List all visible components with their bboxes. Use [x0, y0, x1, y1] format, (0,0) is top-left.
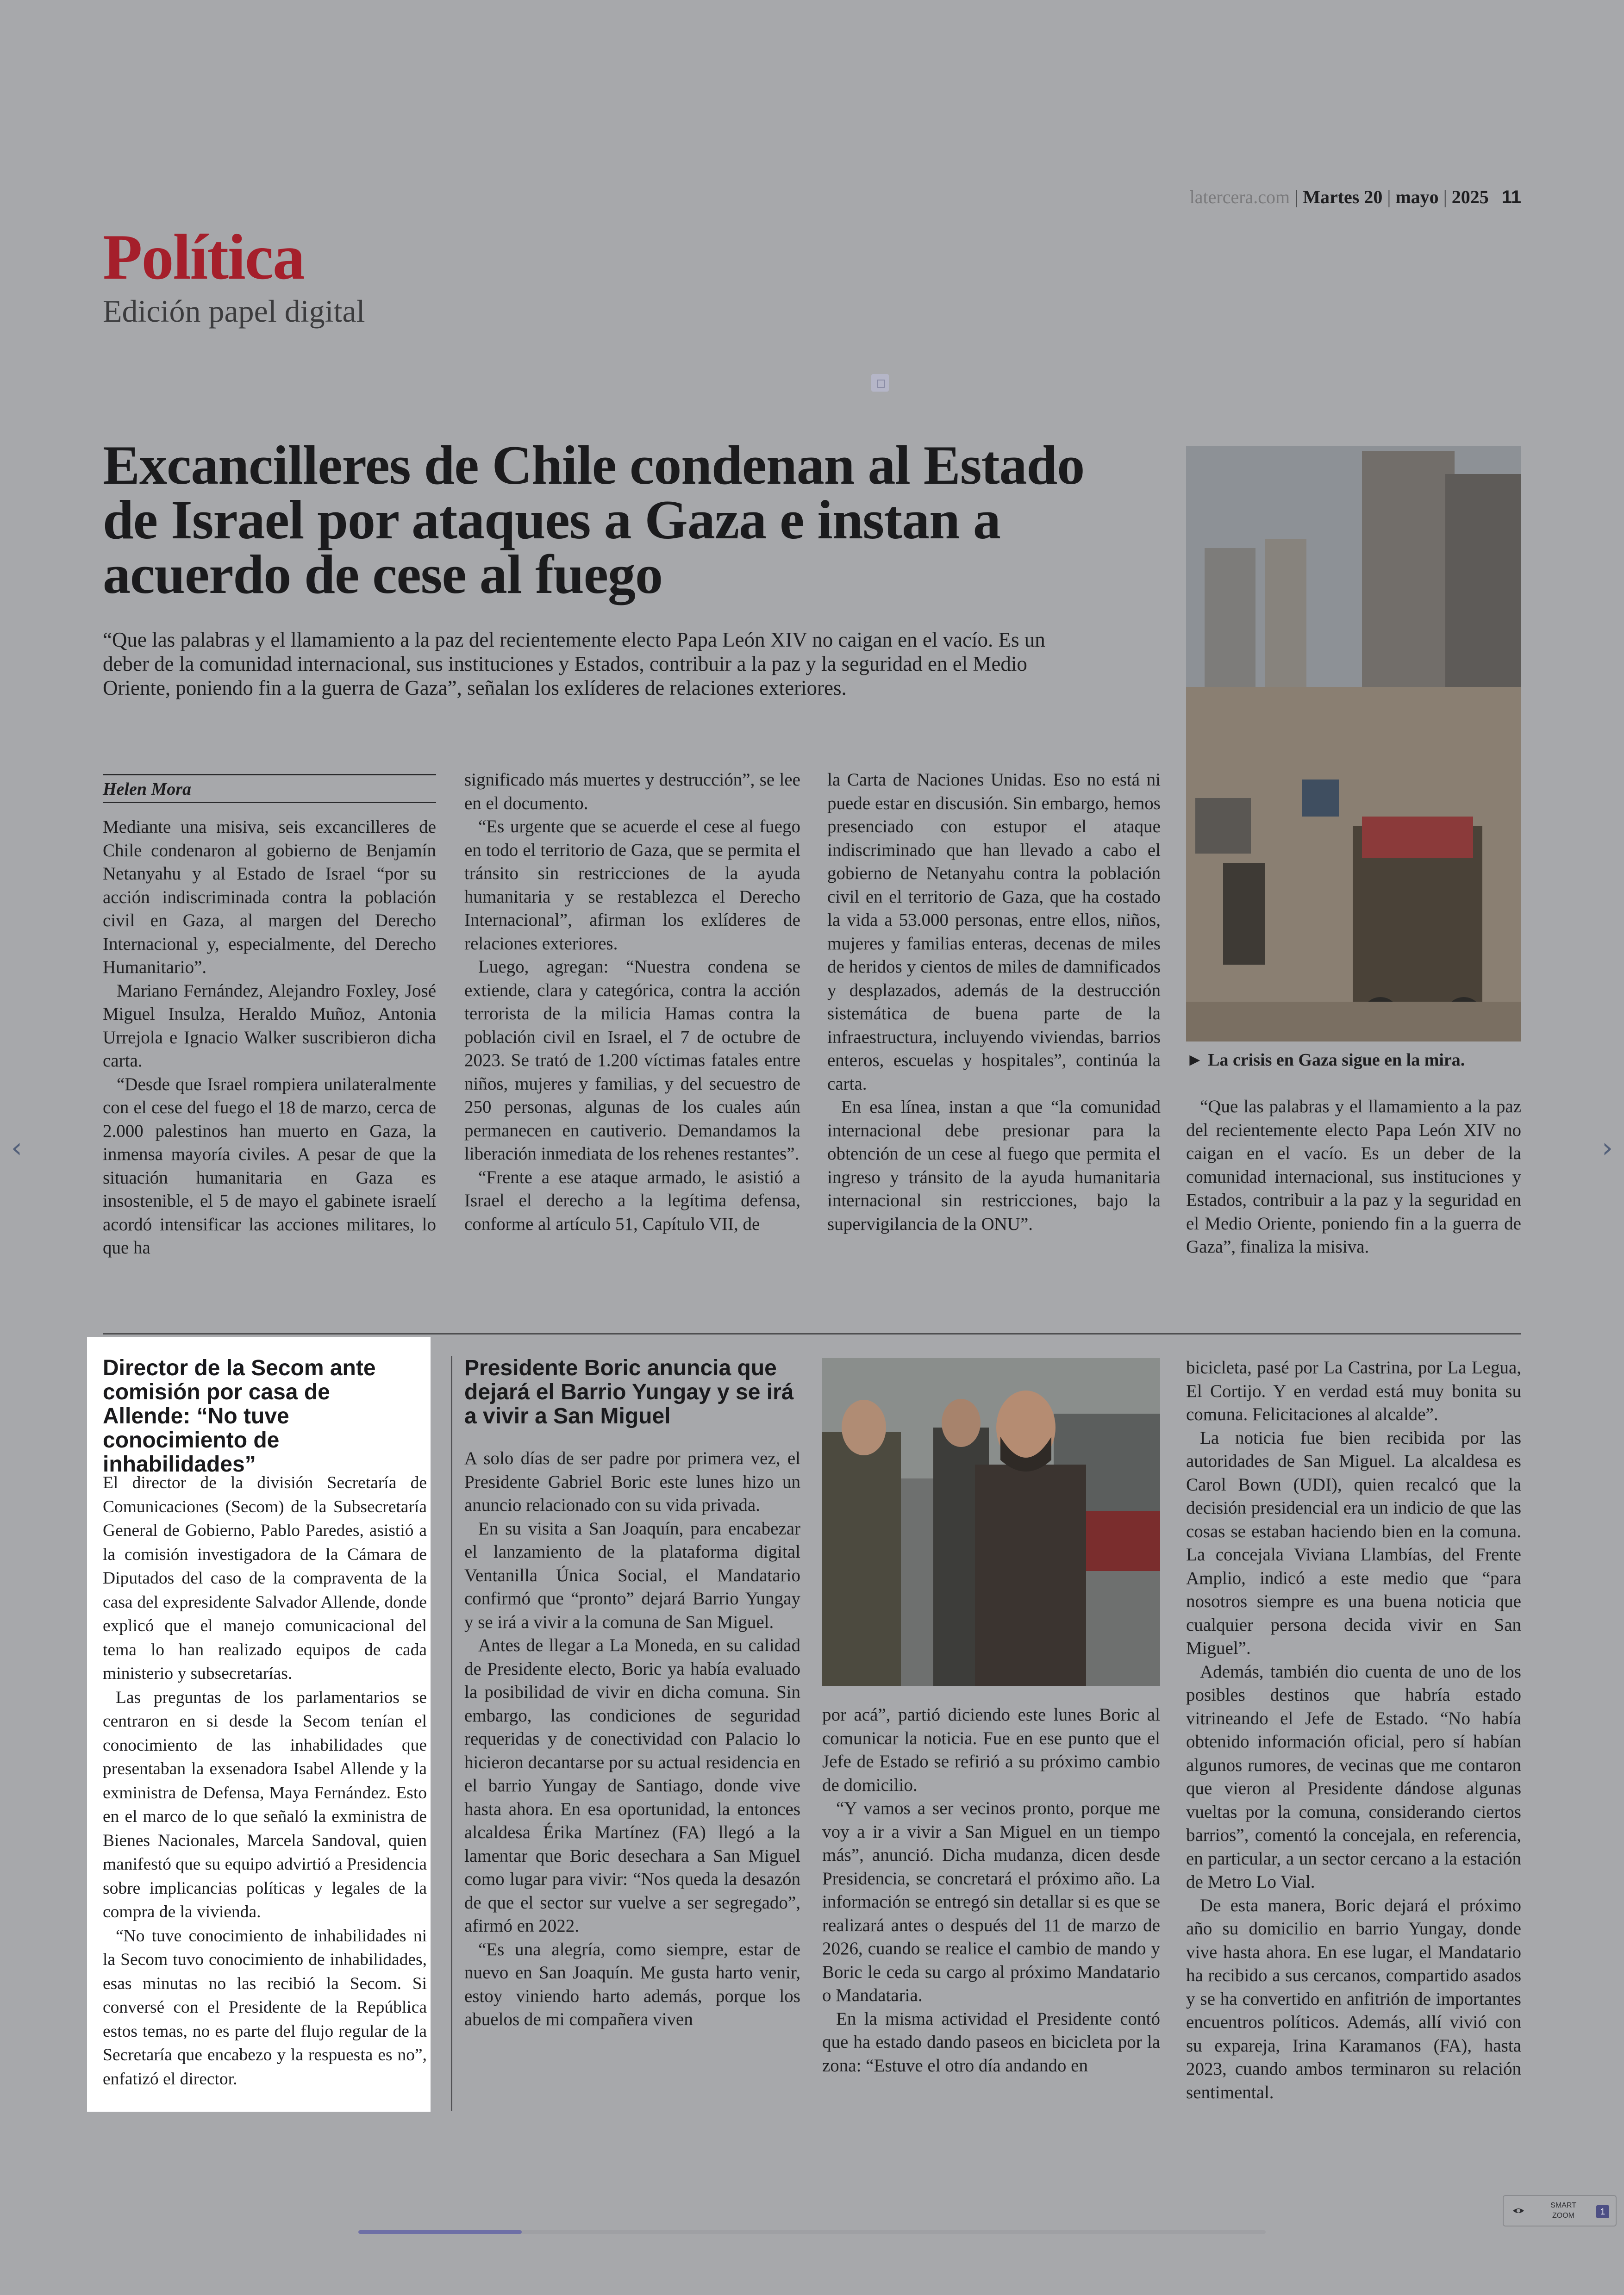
secom-headline: Director de la Secom ante comisión por casa de Allende: “No tuve conocimiento de inhabilidades”	[103, 1356, 376, 1477]
issue-year: 2025	[1451, 187, 1489, 207]
reading-progress-fill	[358, 2230, 522, 2234]
eye-icon	[1512, 2204, 1525, 2217]
issue-day: Martes 20	[1303, 187, 1383, 207]
page-number: 11	[1501, 187, 1521, 207]
paragraph: En su visita a San Joaquín, para encabezar el lanzamiento de la plataforma digital Ventanilla Única Social, el Mandatario confirmó que “pronto” dejará Barrio Yungay y se irá a vivir a la comuna de San Miguel.	[464, 1518, 800, 1632]
main-headline: Excancilleres de Chile condenan al Estado de Israel por ataques a Gaza e instan a acuerdo de cese al fuego	[103, 434, 1085, 605]
masthead-meta: latercera.com | Martes 20 | mayo | 2025 11	[1189, 187, 1521, 207]
paragraph: la Carta de Naciones Unidas. Eso no está ni puede estar en discusión. Sin embargo, hemos presenciado con estupor el ataque indiscriminado que han llevado a cabo el gobierno de Netanyahu contra la población civil en el territorio de Gaza, que ha costado la vida a 53.000 personas, entre ellos, niños, mujeres y familias enteras, decenas de miles de heridos y cientos de miles de damnificados y desplazados, además de la destrucción sistemática de buena parte de la infraestructura, incluyendo viviendas, barrios enteros, escuelas y hospitales”, continúa la carta.	[827, 770, 1161, 1094]
main-deck: “Que las palabras y el llamamiento a la paz del recientemente electo Papa León XIV no caigan en el vacío. Es un deber de la comunidad internacional, sus instituciones y Estados, contribuir a la paz y la seguridad en el Medio Oriente, poniendo fin a la guerra de Gaza”, señalan los exlíderes de relaciones exteriores.	[103, 628, 1045, 699]
zoom-level-badge: 1	[1596, 2205, 1609, 2218]
issue-month: mayo	[1395, 187, 1439, 207]
boric-photo	[822, 1358, 1160, 1686]
page-marker-icon[interactable]	[871, 374, 889, 392]
byline: Helen Mora	[103, 774, 436, 803]
paragraph: Las preguntas de los parlamentarios se centraron en si desde la Secom tenían el conocimiento de las inhabilidades que presentaban la exsenadora Isabel Allende y la exministra de Defensa, Maya Fernández. Esto en el marco de lo que señaló la exministra de Bienes Nacionales, Marcela Sandoval, quien manifestó que su equipo advirtió a Presidencia sobre implicancias políticas y legales de la compra de la vivienda.	[103, 1688, 427, 1921]
main-column-1	[103, 816, 436, 1260]
paragraph: Además, también dio cuenta de uno de los posibles destinos que habría estado vitrineando el Jefe de Estado. “No había obtenido información oficial, pero sí habían algunos rumores, de vecinas que me contaron que vieron al Presidente dándose algunas vueltas por la comuna, considerando ciertos barrios”, comentó la concejala, en referencia, en particular, a un sector cercano a la estación de Metro Lo Vial.	[1186, 1661, 1521, 1892]
boric-photo-illustration	[822, 1358, 1160, 1686]
smart-zoom-button[interactable]	[1503, 2195, 1617, 2226]
paragraph: Antes de llegar a La Moneda, en su calidad de Presidente electo, Boric ya había evaluado la posibilidad de vivir en dicha comuna. Sin embargo, las condiciones de seguridad requeridas y de conectividad con Palacio lo hicieron decantarse por su actual residencia en el barrio Yungay de Santiago, donde vive hasta ahora. En esa oportunidad, la entonces alcaldesa Érika Martínez (FA) llegó a la lamentar que Boric desechara a San Miguel como lugar para vivir: “Nos queda la desazón de que el sector sur vuelve a ser segregado”, afirmó en 2022.	[464, 1635, 800, 1936]
paragraph: A solo días de ser padre por primera vez, el Presidente Gabriel Boric este lunes hizo un anuncio relacionado con su vida privada.	[464, 1448, 800, 1515]
main-column-3	[827, 768, 1161, 1236]
next-page-icon[interactable]: ›	[1602, 1132, 1613, 1164]
smart-zoom-label: SMART ZOOM	[1550, 2201, 1576, 2220]
paragraph: En esa línea, instan a que “la comunidad internacional debe presionar para la obtención de un cese al fuego que permita el ingreso y tránsito de la ayuda humanitaria internacional sin restricciones, bajo la supervigilancia de la ONU”.	[827, 1097, 1161, 1234]
photo-caption: ► La crisis en Gaza sigue en la mira.	[1186, 1050, 1465, 1070]
paragraph: por acá”, partió diciendo este lunes Boric al comunicar la noticia. Fue en ese punto que el Jefe de Estado se refirió a su próximo cambio de domicilio.	[822, 1705, 1160, 1795]
section-title: Política	[103, 221, 304, 293]
reading-progress-bar[interactable]	[358, 2230, 1266, 2234]
paragraph: significado más muertes y destrucción”, se lee en el documento.	[464, 770, 800, 813]
section-divider	[103, 1333, 1521, 1335]
prev-page-icon[interactable]: ‹	[11, 1132, 22, 1164]
column-rule	[451, 1356, 452, 2111]
boric-headline: Presidente Boric anuncia que dejará el Barrio Yungay y se irá a vivir a San Miguel	[464, 1356, 794, 1428]
paragraph: Mariano Fernández, Alejandro Foxley, José Miguel Insulza, Heraldo Muñoz, Antonia Urrejola e Ignacio Walker suscribieron dicha carta.	[103, 980, 436, 1071]
main-column-4	[1186, 1095, 1521, 1259]
paragraph: bicicleta, pasé por La Castrina, por La Legua, El Cortijo. Y en verdad está muy bonita su comuna. Felicitaciones al alcalde”.	[1186, 1358, 1521, 1424]
paragraph: En la misma actividad el Presidente contó que ha estado dando paseos en bicicleta por la zona: “Estuve el otro día andando en	[822, 2008, 1160, 2076]
paragraph: Luego, agregan: “Nuestra condena se extiende, clara y categórica, contra la acción terrorista de la milicia Hamas contra la población civil en Israel, el 7 de octubre de 2023. Se trató de 1.200 víctimas fatales entre niños, mujeres y familias, y del secuestro de 250 personas, algunas de los cuales aún permanecen en cautiverio. Demandamos la liberación inmediata de los rehenes restantes”.	[464, 957, 800, 1164]
gaza-photo-illustration	[1186, 446, 1521, 1041]
site-name: latercera.com	[1189, 187, 1290, 207]
paragraph: “Desde que Israel rompiera unilateralmente con el cese del fuego el 18 de marzo, cerca de 2.000 palestinos han muerto en Gaza, la inmensa mayoría civiles. A pesar de que la situación humanitaria en Gaza es insostenible, el 5 de mayo el gabinete israelí acordó intensificar las acciones militares, lo que ha	[103, 1074, 436, 1258]
section-subtitle: Edición papel digital	[103, 293, 365, 329]
paragraph: “Frente a ese ataque armado, le asistió a Israel el derecho a la legítima defensa, conforme al artículo 51, Capítulo VII, de	[464, 1167, 800, 1234]
paragraph: “Y vamos a ser vecinos pronto, porque me voy a ir a vivir a San Miguel en un tiempo más”, anunció. Dicha mudanza, dicen desde Presidencia, se concretará el próximo año. La información se entregó sin detallar si es que se realizará antes o después del 11 de marzo de 2026, cuando se realice el cambio de mando y Boric le ceda su cargo al próximo Mandatario o Mandataria.	[822, 1798, 1160, 2005]
paragraph: “Que las palabras y el llamamiento a la paz del recientemente electo Papa León XIV no caigan en el vacío. Es un deber de la comunidad internacional, sus instituciones y Estados, contribuir a la paz y la seguridad en el Medio Oriente, poniendo fin a la guerra de Gaza”, finaliza la misiva.	[1186, 1097, 1521, 1257]
boric-column-1	[464, 1447, 800, 2032]
paragraph: La noticia fue bien recibida por las autoridades de San Miguel. La alcaldesa es Carol Bown (UDI), quien recalcó que la decisión presidencial era un indicio de que las cosas se estaban haciendo bien en la comuna. La concejala Viviana Llambías, del Frente Amplio, indicó a este medio que “para nosotros siempre es una buena noticia que cualquier persona decida vivir en San Miguel”.	[1186, 1428, 1521, 1658]
gaza-photo	[1186, 446, 1521, 1041]
secom-body	[103, 1471, 427, 2091]
paragraph: “Es urgente que se acuerde el cese al fuego en todo el territorio de Gaza, que se permita el tránsito sin restricciones de la ayuda humanitaria y se restablezca el Derecho Internacional”, afirman los exlíderes de relaciones exteriores.	[464, 817, 800, 954]
boric-column-3	[1186, 1356, 1521, 2104]
paragraph: El director de la división Secretaría de Comunicaciones (Secom) de la Subsecretaría General de Gobierno, Pablo Paredes, asistió a la comisión investigadora de la Cámara de Diputados del caso de la compraventa de la casa del expresidente Salvador Allende, donde explicó que el manejo comunicacional del tema lo han realizado equipos de cada ministerio y subsecretarías.	[103, 1473, 427, 1683]
paragraph: De esta manera, Boric dejará el próximo año su domicilio en barrio Yungay, donde vive hasta ahora. En ese lugar, el Mandatario ha recibido a sus cercanos, compartido asados y se ha convertido en anfitrión de importantes encuentros políticos. Además, allí vivió con su expareja, Irina Karamanos (FA), hasta 2023, cuando ambos terminaron su relación sentimental.	[1186, 1895, 1521, 2102]
boric-column-2	[822, 1703, 1160, 2077]
paragraph: “Es una alegría, como siempre, estar de nuevo en San Joaquín. Me gusta harto venir, estoy viniendo harto además, porque los abuelos de mi compañera viven	[464, 1939, 800, 2029]
paragraph: “No tuve conocimiento de inhabilidades ni la Secom tuvo conocimiento de inhabilidades, esas minutas no las recibió la Secom. Si conversé con el Presidente de la República estos temas, no es parte del flujo regular de la Secretaría que encabezo y la respuesta es no”, enfatizó el director.	[103, 1926, 427, 2089]
paragraph: Mediante una misiva, seis excancilleres de Chile condenaron al gobierno de Benjamín Netanyahu y al Estado de Israel “por su acción indiscriminada contra la población civil en Gaza, al margen del Derecho Internacional y, especialmente, del Derecho Humanitario”.	[103, 817, 436, 977]
main-column-2	[464, 768, 800, 1236]
